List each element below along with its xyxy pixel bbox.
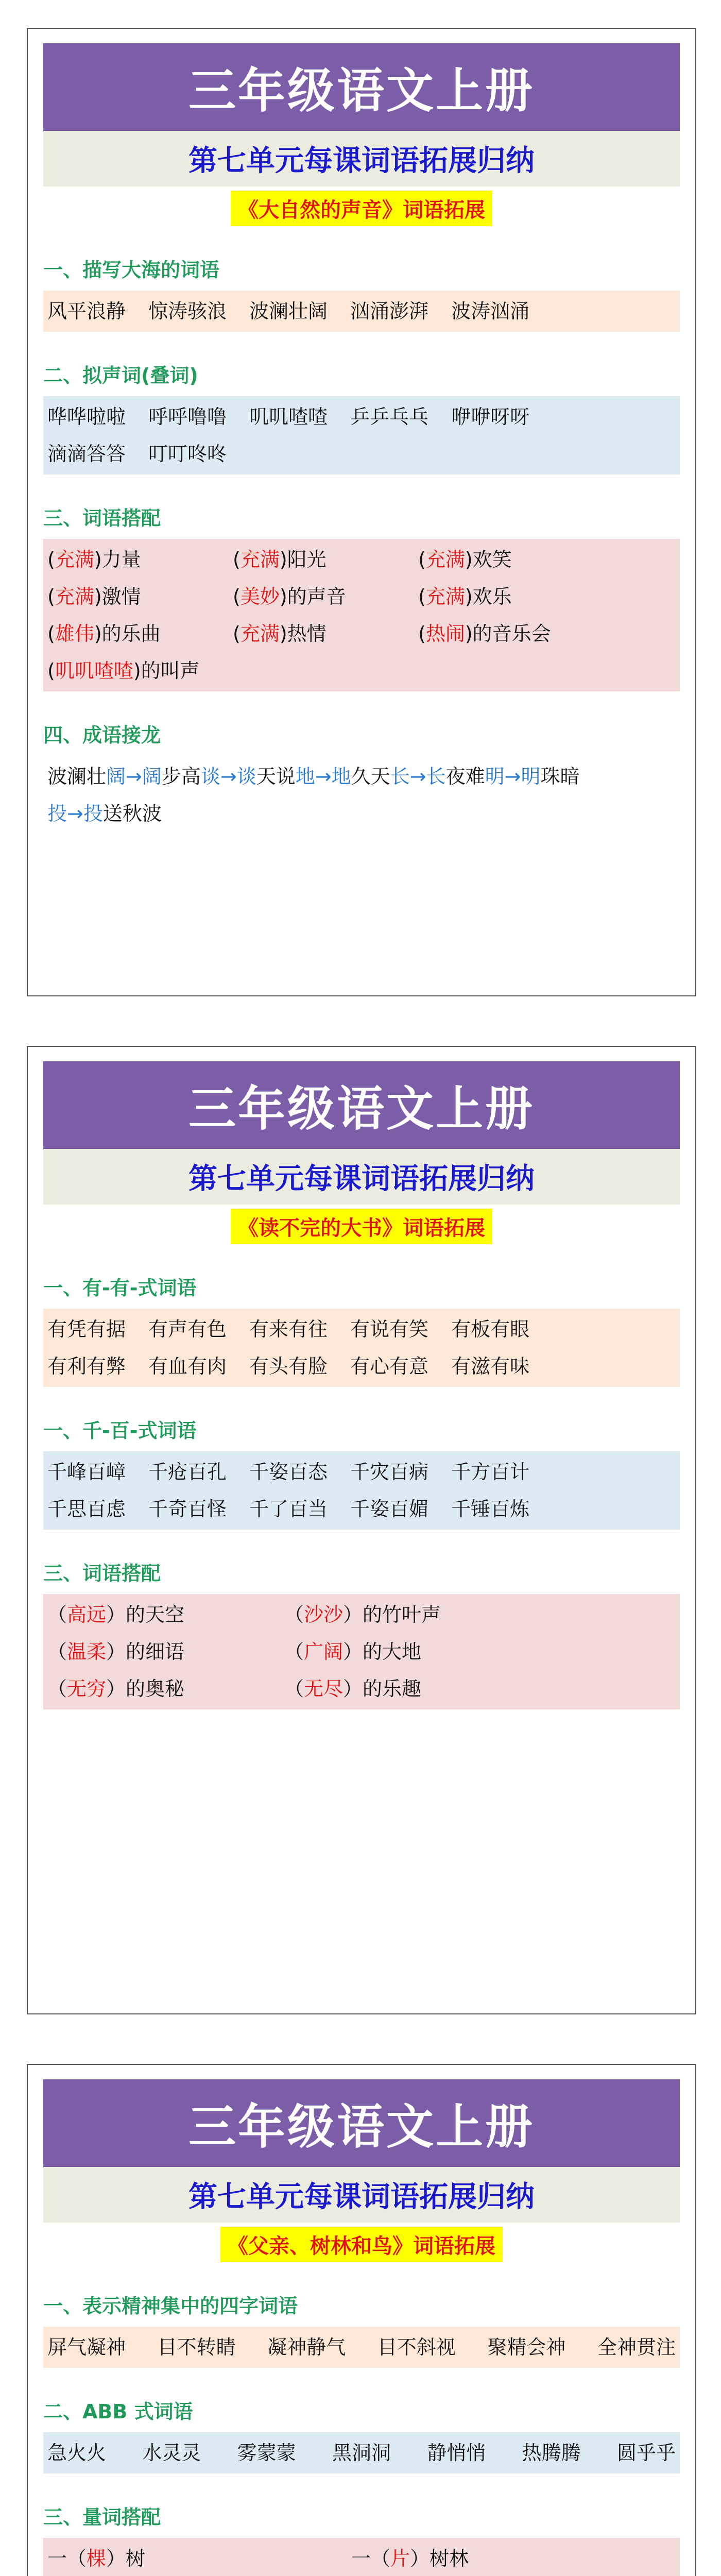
word: 热腾腾	[522, 2442, 581, 2464]
section-title: 三、词语搭配	[43, 1562, 161, 1585]
word-line	[47, 2434, 676, 2471]
word: 乒乒乓乓	[350, 405, 429, 428]
word: 雾蒙蒙	[237, 2442, 296, 2464]
section-title: 二、拟声词(叠词)	[43, 364, 198, 387]
chain-text: 珠暗	[540, 765, 580, 788]
chain-link-char: 明	[521, 765, 541, 788]
word: 哗哗啦啦	[47, 405, 126, 428]
word: 惊涛骇浪	[148, 300, 227, 323]
collocation-grid	[47, 541, 676, 689]
section-qian-bai-words	[43, 1415, 680, 1530]
word: 千奇百怪	[148, 1498, 227, 1520]
section-title: 一、描写大海的词语	[43, 259, 220, 281]
word: 目不斜视	[377, 2336, 456, 2359]
main-title: 三年级语文上册	[43, 2079, 680, 2167]
section-title: 一、表示精神集中的四字词语	[43, 2295, 298, 2317]
word: 有利有弊	[47, 1355, 126, 1378]
chain-text: 天说	[256, 765, 296, 788]
word-line	[47, 293, 676, 330]
word-line	[47, 398, 676, 435]
collocation-item: (充满)激情	[47, 585, 141, 608]
collocation-item: (充满)热情	[233, 622, 327, 645]
sub-title: 第七单元每课词语拓展归纳	[43, 2167, 680, 2223]
word: 有头有脸	[249, 1355, 328, 1378]
collocation-item: （广阔）的大地	[284, 1640, 422, 1663]
chain-link-char: 地	[331, 765, 351, 788]
section-sea-words	[43, 254, 680, 332]
chain-link-char: 明	[485, 765, 505, 788]
word-line	[47, 1348, 676, 1385]
word: 凝神静气	[267, 2336, 346, 2359]
section-title: 一、千-百-式词语	[43, 1419, 197, 1442]
page-3	[27, 2064, 696, 2576]
chain-link-char: →	[126, 765, 142, 788]
word: 千锤百炼	[451, 1498, 530, 1520]
main-title: 三年级语文上册	[43, 1061, 680, 1149]
collocation-item: (充满)欢笑	[418, 548, 512, 571]
sub-title: 第七单元每课词语拓展归纳	[43, 1149, 680, 1205]
collocation-item: (雄伟)的乐曲	[47, 622, 161, 645]
word: 有心有意	[350, 1355, 429, 1378]
chain-text: 夜难	[445, 765, 485, 788]
section-title: 二、ABB 式词语	[43, 2400, 193, 2423]
word: 有滋有味	[451, 1355, 530, 1378]
section-title: 四、成语接龙	[43, 724, 161, 747]
lesson-title: 《读不完的大书》词语拓展	[231, 1209, 492, 1244]
idiom-chain-line	[47, 795, 676, 832]
word: 千姿百媚	[350, 1498, 429, 1520]
word: 静悄悄	[427, 2442, 486, 2464]
section-focus-words	[43, 2290, 680, 2368]
collocation-item: （高远）的天空	[47, 1603, 185, 1626]
word-line	[47, 2329, 676, 2366]
word: 风平浪静	[47, 300, 126, 323]
chain-link-char: →	[504, 765, 521, 788]
chain-link-char: 谈	[200, 765, 220, 788]
word: 屏气凝神	[47, 2336, 126, 2359]
word: 有板有眼	[451, 1318, 530, 1341]
section-abb-words	[43, 2396, 680, 2473]
page-1	[27, 28, 696, 996]
chain-link-char: 地	[295, 765, 315, 788]
collocation-item: （无穷）的奥秘	[47, 1677, 185, 1700]
word-line	[47, 1453, 676, 1490]
section-idiom-chain	[43, 719, 680, 834]
word: 叽叽喳喳	[249, 405, 328, 428]
collocation-item: （沙沙）的竹叶声	[284, 1603, 441, 1626]
word: 呼呼噜噜	[148, 405, 227, 428]
chain-link-char: 投	[47, 802, 67, 825]
chain-link-char: →	[220, 765, 237, 788]
collocation-item: （无尽）的乐趣	[284, 1677, 422, 1700]
page-2	[27, 1046, 696, 2014]
sub-title: 第七单元每课词语拓展归纳	[43, 131, 680, 187]
chain-link-char: →	[409, 765, 426, 788]
collocation-item: 一（片）树林	[351, 2547, 469, 2570]
word: 有血有肉	[148, 1355, 227, 1378]
word: 滴滴答答	[47, 443, 126, 465]
word: 黑洞洞	[332, 2442, 391, 2464]
word: 波澜壮阔	[249, 300, 328, 323]
word: 圆乎乎	[616, 2442, 676, 2464]
collocation-item: (热闹)的音乐会	[418, 622, 551, 645]
collocation-item: (叽叽喳喳)的叫声	[47, 659, 200, 682]
section-measure-words	[43, 2501, 680, 2576]
lesson-title: 《大自然的声音》词语拓展	[231, 191, 492, 226]
section-title: 三、量词搭配	[43, 2506, 161, 2529]
section-collocation	[43, 502, 680, 691]
chain-link-char: 长	[390, 765, 410, 788]
chain-link-char: 谈	[236, 765, 256, 788]
chain-link-char: 阔	[106, 765, 126, 788]
word: 全神贯注	[597, 2336, 676, 2359]
collocation-grid	[47, 1596, 676, 1707]
word-line	[47, 1490, 676, 1528]
collocation-item: (充满)欢乐	[418, 585, 512, 608]
word: 汹涌澎湃	[350, 300, 429, 323]
chain-text: 步高	[161, 765, 201, 788]
word: 千姿百态	[249, 1461, 328, 1483]
chain-text: 送秋波	[102, 802, 162, 825]
collocation-item: (充满)力量	[47, 548, 141, 571]
section-you-you-words	[43, 1272, 680, 1387]
chain-link-char: 阔	[142, 765, 162, 788]
word: 千疮百孔	[148, 1461, 227, 1483]
word: 目不转睛	[157, 2336, 236, 2359]
word: 急火火	[47, 2442, 107, 2464]
word: 千方百计	[451, 1461, 530, 1483]
word: 千了百当	[249, 1498, 328, 1520]
word: 千峰百嶂	[47, 1461, 126, 1483]
section-title: 一、有-有-式词语	[43, 1277, 197, 1299]
word: 叮叮咚咚	[148, 443, 227, 465]
chain-link-char: 长	[426, 765, 446, 788]
word: 有说有笑	[350, 1318, 429, 1341]
collocation-item: （温柔）的细语	[47, 1640, 185, 1663]
word: 千灾百病	[350, 1461, 429, 1483]
idiom-chain-line	[47, 758, 676, 795]
word: 咿咿呀呀	[451, 405, 530, 428]
collocation-grid	[47, 2540, 676, 2576]
lesson-title: 《父亲、树林和鸟》词语拓展	[220, 2227, 503, 2262]
word: 有凭有据	[47, 1318, 126, 1341]
main-title: 三年级语文上册	[43, 43, 680, 131]
section-collocation	[43, 1557, 680, 1709]
word: 波涛汹涌	[451, 300, 530, 323]
section-onomatopoeia	[43, 360, 680, 474]
word-line	[47, 435, 676, 472]
chain-link-char: 投	[83, 802, 103, 825]
chain-text: 久天	[351, 765, 390, 788]
word: 有声有色	[148, 1318, 227, 1341]
word: 千思百虑	[47, 1498, 126, 1520]
word: 水灵灵	[142, 2442, 201, 2464]
word-line	[47, 1311, 676, 1348]
section-title: 三、词语搭配	[43, 507, 161, 530]
word: 聚精会神	[487, 2336, 566, 2359]
chain-text: 波澜壮	[47, 765, 107, 788]
collocation-item: 一（棵）树	[47, 2547, 146, 2570]
chain-link-char: →	[315, 765, 332, 788]
collocation-item: (充满)阳光	[233, 548, 327, 571]
collocation-item: (美妙)的声音	[233, 585, 346, 608]
word: 有来有往	[249, 1318, 328, 1341]
chain-link-char: →	[67, 802, 83, 825]
